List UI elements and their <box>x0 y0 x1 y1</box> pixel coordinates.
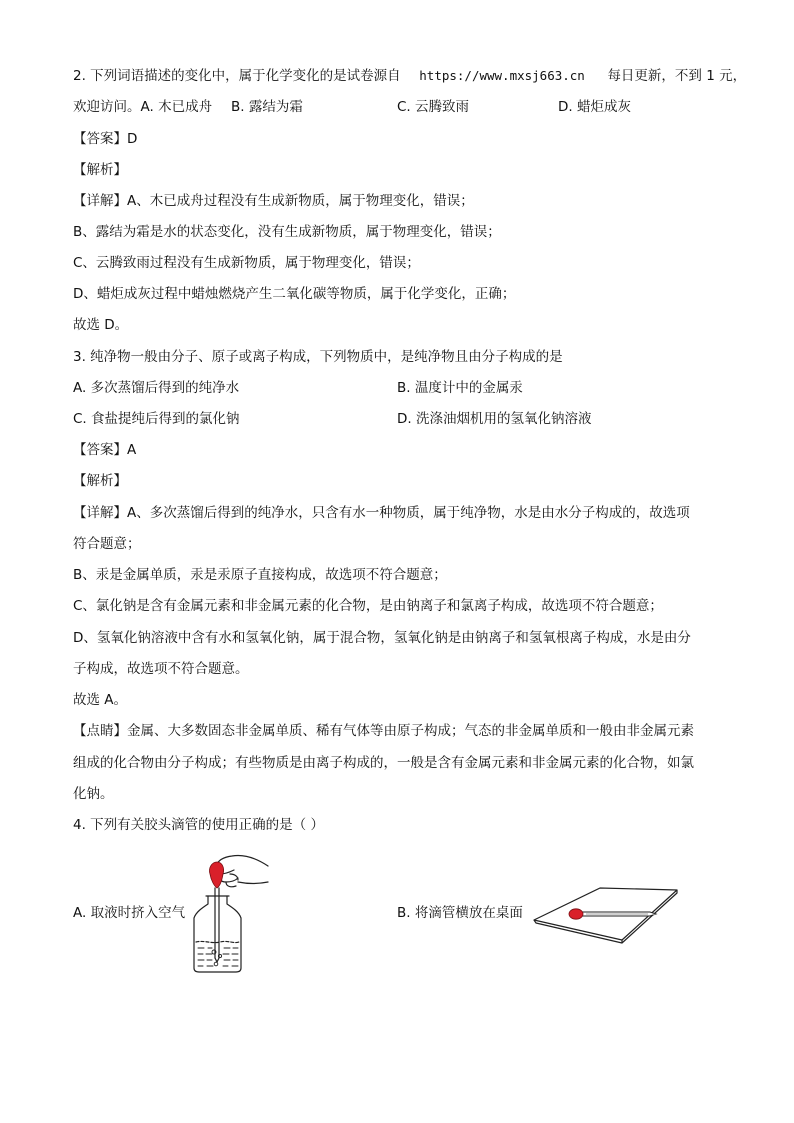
q4-stem: 4. 下列有关胶头滴管的使用正确的是（ ） <box>73 817 324 833</box>
q3-detail-c: C、氯化钠是含有金属元素和非金属元素的化合物，是由钠离子和氯离子构成，故选项不符合题意； <box>73 598 663 614</box>
q3-option-d: D. 洗涤油烟机用的氢氧化钠溶液 <box>397 411 592 427</box>
q2-source-url[interactable]: https://www.mxsj663.cn <box>419 68 585 83</box>
q3-detail-a-line2: 符合题意； <box>73 536 141 552</box>
q3-analysis-label: 【解析】 <box>73 473 127 489</box>
q2-detail-d: D、蜡炬成灰过程中蜡烛燃烧产生二氧化碳等物质，属于化学变化，正确； <box>73 286 516 302</box>
q2-option-c: C. 云腾致雨 <box>397 99 470 115</box>
q2-detail-b: B、露结为霜是水的状态变化，没有生成新物质，属于物理变化，错误； <box>73 224 501 240</box>
q2-stem-line1 <box>73 66 746 86</box>
q3-answer: 【答案】A <box>73 442 137 458</box>
q3-tip-line3: 化钠。 <box>73 786 114 802</box>
q3-detail-a-line1: 【详解】A、多次蒸馏后得到的纯净水，只含有水一种物质，属于纯净物，水是由水分子构成的，故选项 <box>73 505 690 521</box>
q3-detail-b: B、汞是金属单质，汞是汞原子直接构成，故选项不符合题意； <box>73 567 447 583</box>
q4-option-b: B. 将滴管横放在桌面 <box>397 905 523 921</box>
q3-option-b: B. 温度计中的金属汞 <box>397 380 523 396</box>
q2-stem-line2 <box>73 97 212 117</box>
q3-conclusion: 故选 A。 <box>73 692 128 708</box>
q2-option-d: D. 蜡炬成灰 <box>558 99 631 115</box>
q3-stem: 3. 纯净物一般由分子、原子或离子构成，下列物质中，是纯净物且由分子构成的是 <box>73 349 563 365</box>
q3-detail-d-line1: D、氢氧化钠溶液中含有水和氢氧化钠，属于混合物，氢氧化钠是由钠离子和氢氧根离子构成，水是由分 <box>73 630 691 646</box>
q3-tip-line1: 【点睛】金属、大多数固态非金属单质、稀有气体等由原子构成；气态的非金属单质和一般由非金属元素 <box>73 723 694 739</box>
q2-detail-a: 【详解】A、木已成舟过程没有生成新物质，属于物理变化，错误； <box>73 193 474 209</box>
q2-analysis-label: 【解析】 <box>73 162 127 178</box>
q4-option-a: A. 取液时挤入空气 <box>73 905 186 921</box>
q2-conclusion: 故选 D。 <box>73 317 129 333</box>
dropper-lying-on-table-illustration <box>530 884 680 944</box>
q2-stem-part2: 每日更新，不到 1 元， <box>607 68 747 84</box>
q2-option-b: B. 露结为霜 <box>231 99 303 115</box>
q3-option-a: A. 多次蒸馏后得到的纯净水 <box>73 380 240 396</box>
q3-detail-d-line2: 子构成，故选项不符合题意。 <box>73 661 249 677</box>
q2-stem-part1: 2. 下列词语描述的变化中，属于化学变化的是试卷源自 <box>73 68 401 84</box>
q3-tip-line2: 组成的化合物由分子构成；有些物质是由离子构成的，一般是含有金属元素和非金属元素的化合物，如氯 <box>73 755 694 771</box>
dropper-squeeze-in-bottle-illustration <box>186 846 270 974</box>
q2-option-a: 欢迎访问。A. 木已成舟 <box>73 99 213 115</box>
q2-answer: 【答案】D <box>73 131 138 147</box>
q2-detail-c: C、云腾致雨过程没有生成新物质，属于物理变化，错误； <box>73 255 420 271</box>
q3-option-c: C. 食盐提纯后得到的氯化钠 <box>73 411 240 427</box>
